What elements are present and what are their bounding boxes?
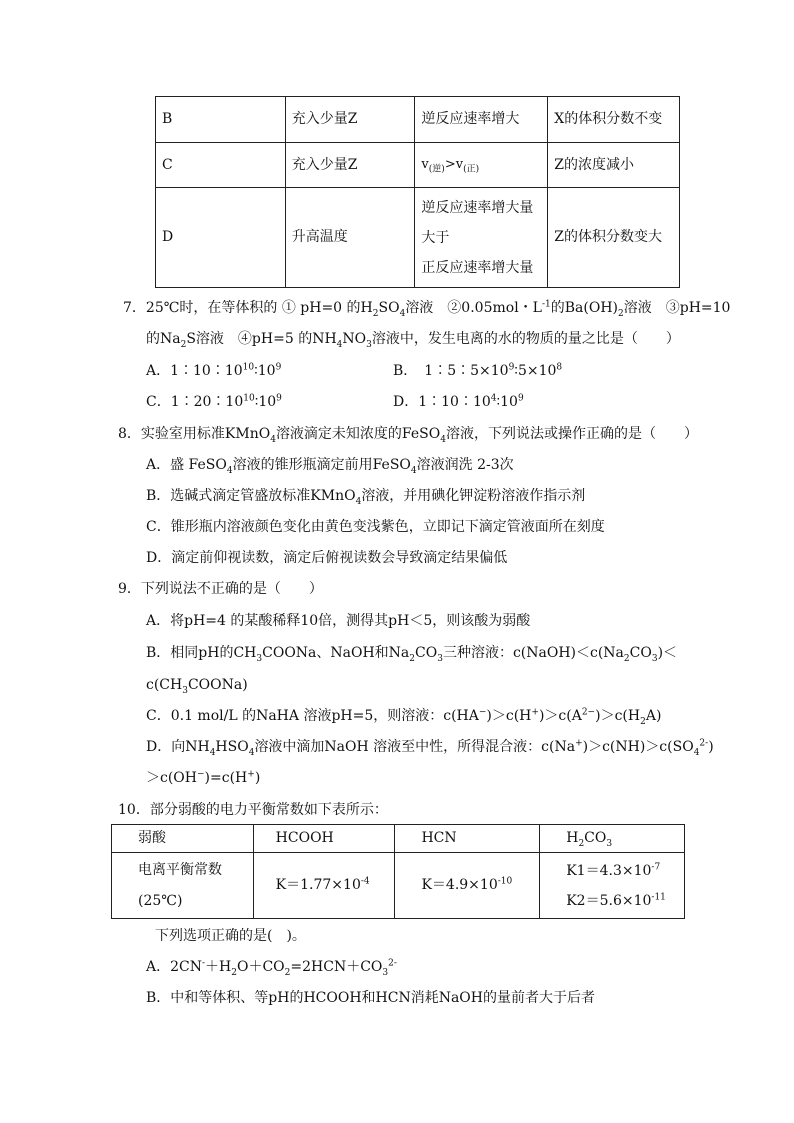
q9-stem: 9．下列说法不正确的是（ ） xyxy=(118,581,323,597)
effect-cell: Z的体积分数变大 xyxy=(548,188,680,288)
acid-constants-table xyxy=(111,824,685,919)
table-row xyxy=(156,97,680,143)
q7-option-c: C．$1∶20∶10^{10}∶10^9$ xyxy=(146,393,282,410)
q9-option-b-line2: $c(CH_3COONa)$ xyxy=(146,677,248,696)
operation-cell: 充入少量Z xyxy=(285,143,415,188)
header-cell: HCN xyxy=(395,825,540,853)
q8-option-a: A．盛 FeSO$_4$溶液的锥形瓶滴定前用FeSO$_4$溶液润洗 2-3次 xyxy=(146,457,514,476)
q8-stem: 8．实验室用标准KMnO$_4$溶液滴定未知浓度的FeSO$_4$溶液，下列说法或操作正确的是（ ） xyxy=(118,426,698,445)
operation-cell: 充入少量Z xyxy=(285,97,415,143)
q7-option-b: B． $1∶5∶5\times 10^9∶5\times 10^8$ xyxy=(393,362,563,379)
q8-option-c: C．锥形瓶内溶液颜色变化由黄色变浅紫色，立即记下滴定管液面所在刻度 xyxy=(146,519,605,535)
option-cell: B xyxy=(156,97,286,143)
table-row xyxy=(112,825,685,853)
table-row xyxy=(156,188,680,288)
q7-stem-line2: 的$Na_2S$溶液 ④pH=5 的$NH_4NO_3$溶液中，发生电离的水的物质的量之比是（ ） xyxy=(146,331,680,350)
row-label-cell: 电离平衡常数 (25℃) xyxy=(112,853,254,919)
q9-option-a: A．将pH=4 的某酸稀释10倍，测得其pH＜5，则该酸为弱酸 xyxy=(146,613,531,629)
q7-option-a: A．$1∶10∶10^{10}∶10^9$ xyxy=(146,362,282,379)
conditions-table xyxy=(155,96,680,288)
effect-cell: X的体积分数不变 xyxy=(548,97,680,143)
table-row xyxy=(156,143,680,188)
q8-option-d: D．滴定前仰视读数，滴定后俯视读数会导致滴定结果偏低 xyxy=(146,550,508,566)
q7-stem-line1: 7．25℃时，在等体积的 ① pH=0 的$H_2SO_4$溶液 ②0.05mol・$L^{-1}$的$Ba(OH)_2$溶液 ③pH=10 xyxy=(123,299,731,319)
header-cell: $H_2CO_3$ xyxy=(540,825,685,853)
k-hcn-cell: $K=4.9\times 10^{-10}$ xyxy=(395,853,540,919)
option-cell: C xyxy=(156,143,286,188)
operation-cell: 升高温度 xyxy=(285,188,415,288)
effect-cell: Z的浓度减小 xyxy=(548,143,680,188)
q10-option-a: A．$2CN^-+H_2O+CO_2=2HCN+CO_3^{2-}$ xyxy=(146,958,397,978)
option-cell: D xyxy=(156,188,286,288)
rate-cell: 逆反应速率增大 xyxy=(415,97,548,143)
rate-cell: $v_{(逆)}>v_{(正)}$ xyxy=(415,143,548,188)
k-h2co3-cell: $K1=4.3\times 10^{-7}$ $K2=5.6\times 10^{-11}$ xyxy=(540,853,685,919)
q7-option-d: D．$1∶10∶10^4∶10^9$ xyxy=(393,393,524,410)
header-cell: 弱酸 xyxy=(112,825,254,853)
q10-stem: 10．部分弱酸的电力平衡常数如下表所示： xyxy=(118,802,388,818)
rate-cell: 逆反应速率增大量 大于 正反应速率增大量 xyxy=(415,188,548,288)
q10-prompt: 下列选项正确的是( )。 xyxy=(155,928,306,944)
k-hcooh-cell: $K=1.77\times 10^{-4}$ xyxy=(253,853,395,919)
q8-option-b: B．选碱式滴定管盛放标准KMnO$_4$溶液，并用碘化钾淀粉溶液作指示剂 xyxy=(146,488,586,507)
q9-option-c: C．0.1 mol/L 的NaHA 溶液pH=5，则溶液：$c(HA^-)>c(H^+)>c(A^{2-})>c(H_2A)$ xyxy=(146,707,662,727)
q10-option-b: B．中和等体积、等pH的HCOOH和HCN消耗NaOH的量前者大于后者 xyxy=(146,990,595,1006)
q9-option-d-line1: D．向$NH_4HSO_4$溶液中滴加NaOH 溶液至中性，所得混合液：$c(Na^+)>c(NH)>c(SO_4^{2-})$ xyxy=(146,738,714,758)
header-cell: HCOOH xyxy=(253,825,395,853)
q9-option-b-line1: B．相同pH的$CH_3COONa$、NaOH和$Na_2CO_3$三种溶液：$c(NaOH)<c(Na_2CO_3)<$ xyxy=(146,645,678,664)
q9-option-d-line2: ＞c(OH−)=c(H+) xyxy=(146,769,261,786)
table-row xyxy=(112,853,685,919)
